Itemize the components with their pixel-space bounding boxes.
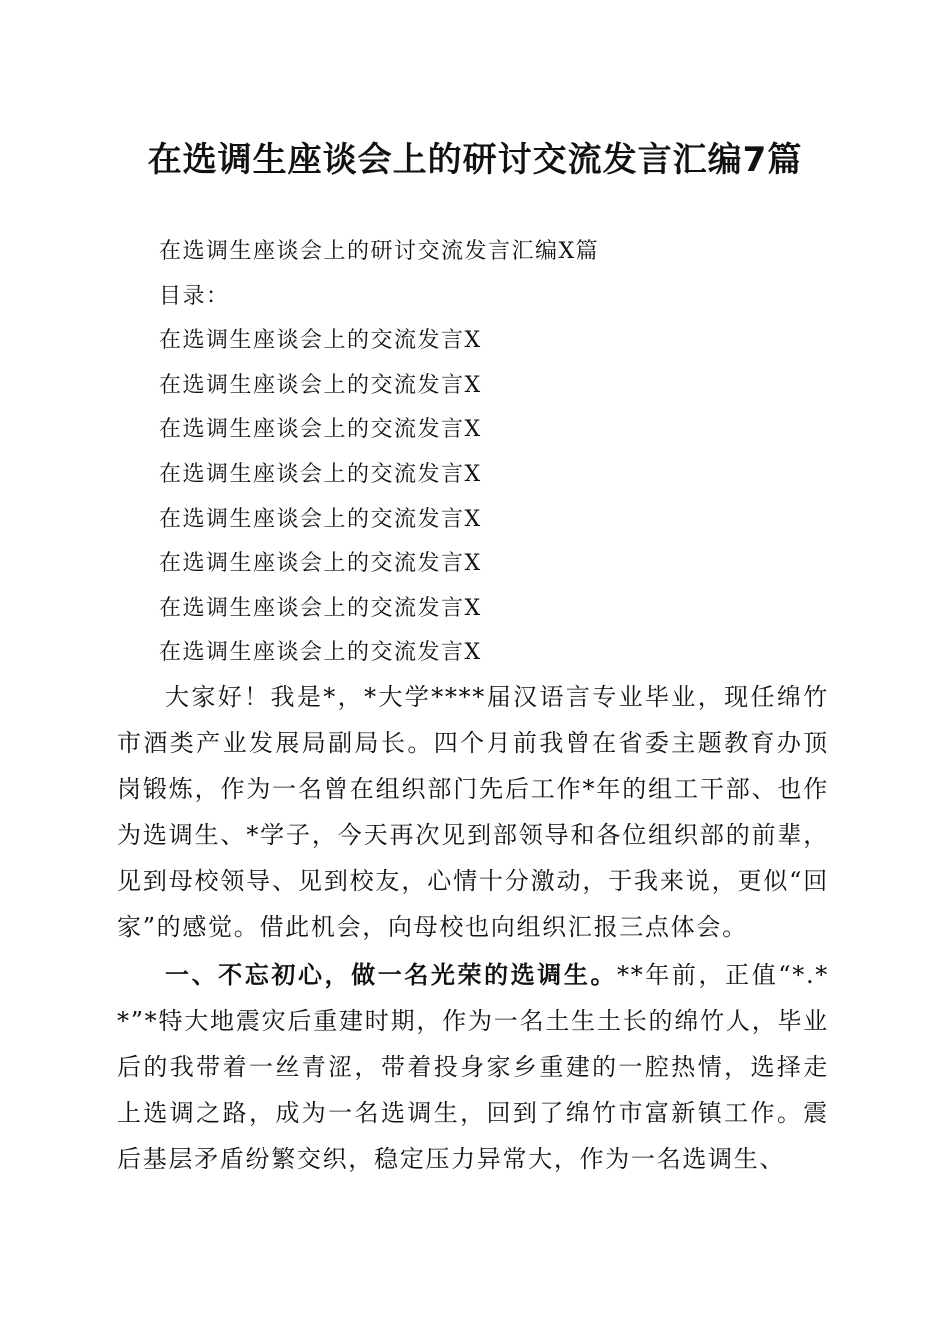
section-1-heading: 一、不忘初心，做一名光荣的选调生。 [165,961,618,989]
document-body [117,674,829,1182]
toc-item: 在选调生座谈会上的交流发言X [159,461,482,487]
toc-item: 在选调生座谈会上的交流发言X [159,417,482,443]
section-1-text: **年前，正值“*.**”*特大地震灾后重建时期，作为一名土生土长的绵竹人，毕业后的我带着一丝青涩，带着投身家乡重建的一腔热情，选择走上选调之路，成为一名选调生，回到了绵竹市富新镇工作。震后基层矛盾纷繁交织，稳定压力异常大，作为一名选调生、 [117,961,829,1173]
document-title: 在选调生座谈会上的研讨交流发言汇编7篇 [147,140,803,180]
document-subtitle: 在选调生座谈会上的研讨交流发言汇编X篇 [159,239,600,264]
table-of-contents [159,230,859,676]
intro-paragraph: 大家好！我是*，*大学****届汉语言专业毕业，现任绵竹市酒类产业发展局副局长。四个月前我曾在省委主题教育办顶岗锻炼，作为一名曾在组织部门先后工作*年的组工干部、也作为选调生、*学子，今天再次见到部领导和各位组织部的前辈，见到母校领导、见到校友，心情十分激动，于我来说，更似“回家”的感觉。借此机会，向母校也向组织汇报三点体会。 [117,683,829,941]
toc-item: 在选调生座谈会上的交流发言X [159,372,482,398]
toc-item: 在选调生座谈会上的交流发言X [159,328,482,354]
toc-label: 目录： [159,283,230,309]
toc-item: 在选调生座谈会上的交流发言X [159,506,482,532]
toc-item: 在选调生座谈会上的交流发言X [159,595,482,621]
section-1-paragraph [117,952,829,1182]
toc-item: 在选调生座谈会上的交流发言X [159,551,482,577]
toc-item: 在选调生座谈会上的交流发言X [159,640,482,666]
